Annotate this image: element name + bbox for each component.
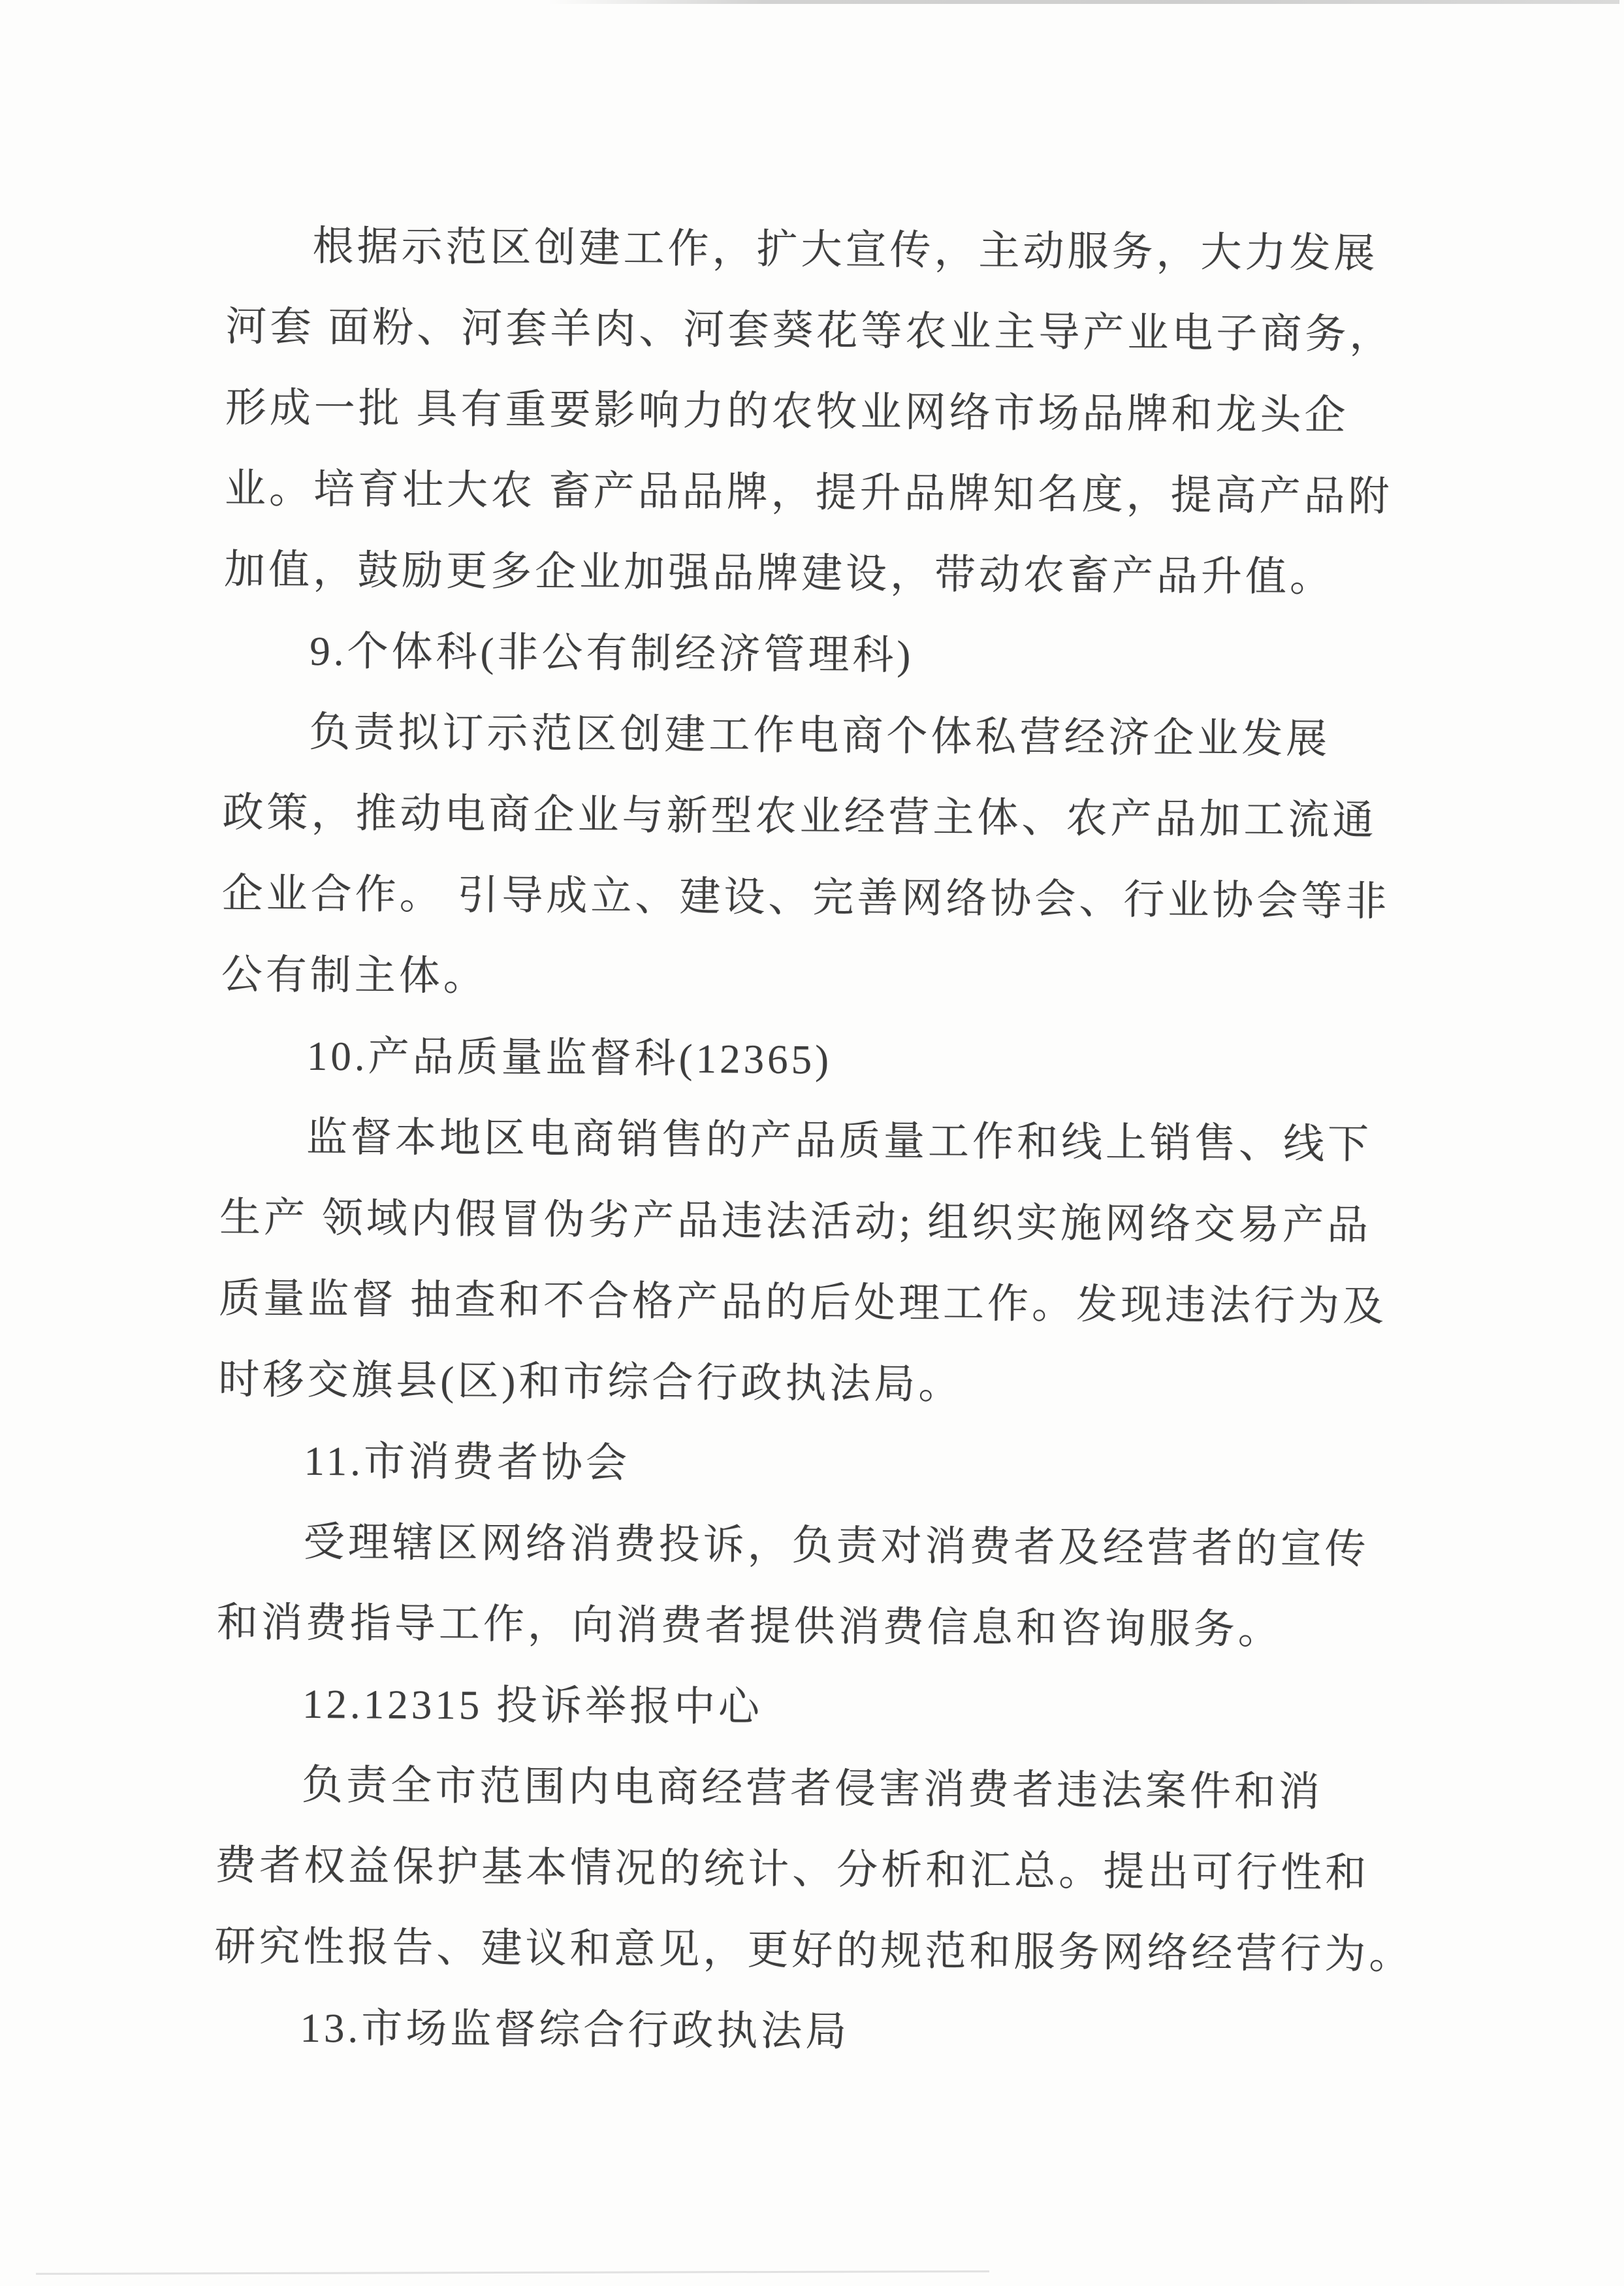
text-line: 研究性报告、建议和意见，更好的规范和服务网络经营行为。 [214, 1923, 1414, 1978]
text-line: 时移交旗县(区)和市综合行政执法局。 [218, 1356, 963, 1408]
text-line: 受理辖区网络消费投诉，负责对消费者及经营者的宣传 [303, 1519, 1369, 1573]
text-line: 负责全市范围内电商经营者侵害消费者违法案件和消 [301, 1762, 1324, 1815]
text-line: 公有制主体。 [221, 951, 488, 999]
text-line: 政策，推动电商企业与新型农业经营主体、农产品加工流通 [222, 789, 1377, 844]
scan-artifact-bottom-edge [36, 2270, 989, 2275]
text-line: 河套 面粉、河套羊肉、河套葵花等农业主导产业电子商务， [225, 303, 1394, 358]
text-line: 业。培育壮大农 畜产品品牌，提升品牌知名度，提高产品附 [224, 465, 1393, 520]
document-body [214, 205, 1428, 2076]
text-line: 费者权益保护基本情况的统计、分析和汇总。提出可行性和 [215, 1842, 1370, 1897]
text-line: 10.产品质量监督科(12365) [306, 1033, 833, 1083]
scan-artifact-top-edge [549, 0, 1619, 4]
text-line: 13.市场监督综合行政执法局 [300, 2004, 850, 2055]
text-line: 质量监督 抽查和不合格产品的后处理工作。发现违法行为及 [219, 1275, 1388, 1330]
text-line: 11.市消费者协会 [304, 1438, 631, 1487]
text-line: 形成一批 具有重要影响力的农牧业网络市场品牌和龙头企 [225, 384, 1349, 439]
text-line: 负责拟订示范区创建工作电商个体私营经济企业发展 [309, 709, 1331, 762]
text-line: 企业合作。 引导成立、建设、完善网络协会、行业协会等非 [221, 870, 1390, 925]
text-line: 和消费指导工作，向消费者提供消费信息和咨询服务。 [216, 1599, 1283, 1653]
text-line: 12.12315 投诉举报中心 [302, 1681, 763, 1730]
text-line: 监督本地区电商销售的产品质量工作和线上销售、线下 [306, 1114, 1373, 1168]
text-line: 9.个体科(非公有制经济管理科) [309, 628, 914, 679]
text-line: 根据示范区创建工作，扩大宣传，主动服务，大力发展 [312, 223, 1378, 277]
text-line: 生产 领域内假冒伪劣产品违法活动; 组织实施网络交易产品 [219, 1194, 1372, 1249]
text-line: 加值，鼓励更多企业加强品牌建设，带动农畜产品升值。 [223, 546, 1335, 600]
